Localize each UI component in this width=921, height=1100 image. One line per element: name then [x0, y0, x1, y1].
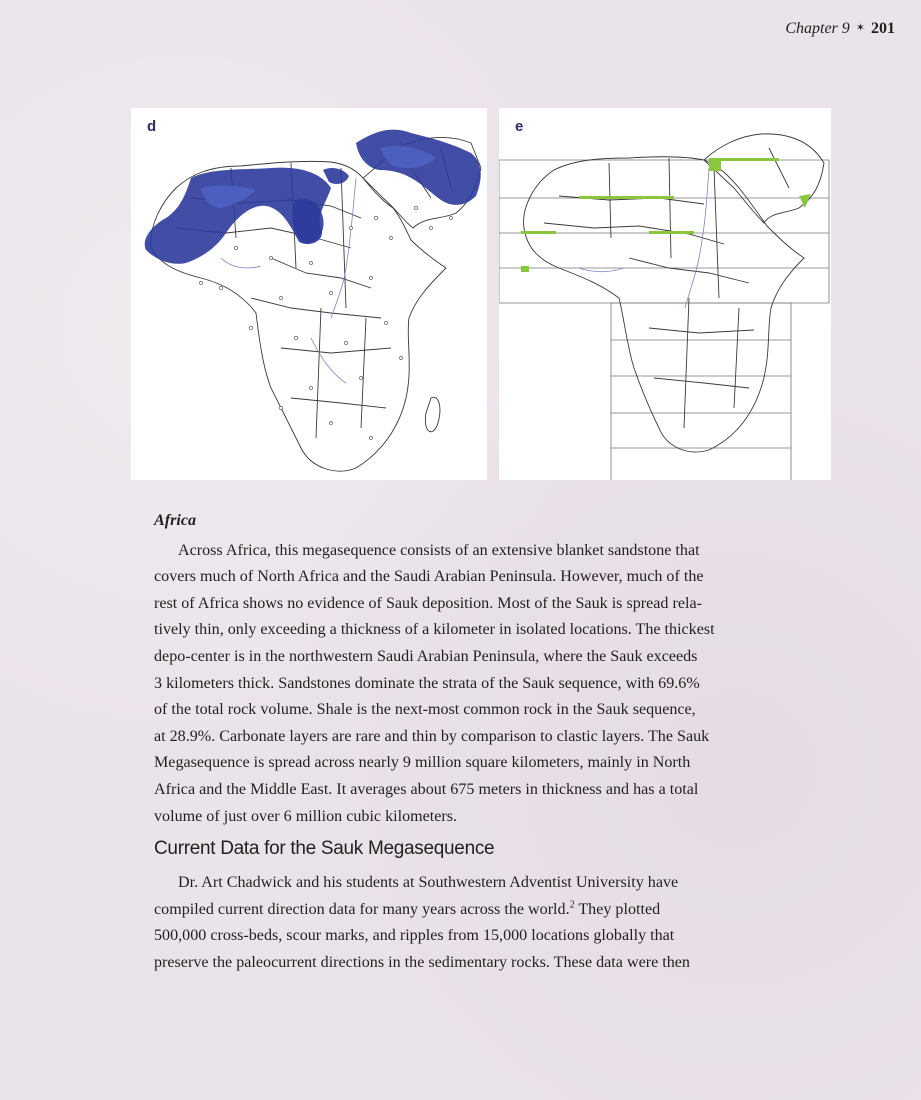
africa-grid-map: [499, 108, 831, 480]
paragraph-line: depo-center is in the northwestern Saudi Arabian Peninsula, where the Sauk exceeds: [154, 647, 698, 665]
paragraph-line: volume of just over 6 million cubic kilometers.: [154, 807, 458, 825]
figure-e-map: [499, 108, 831, 480]
current-line-1: Dr. Art Chadwick and his students at Southwestern Adventist University have: [178, 874, 679, 892]
arabia-outline-e: [704, 134, 824, 223]
africa-paragraph: [154, 538, 740, 831]
paragraph-line: 3 kilometers thick. Sandstones dominate the strata of the Sauk sequence, with 69.6%: [154, 674, 700, 692]
africa-outline-e: [524, 157, 804, 452]
madagascar-outline: [425, 397, 440, 431]
section-heading-current-data: Current Data for the Sauk Megasequence: [154, 838, 495, 860]
chapter-label: Chapter 9: [785, 20, 850, 37]
current-line-2: compiled current direction data for many years across the world.: [154, 900, 570, 918]
separator-icon: ✶: [855, 22, 865, 34]
figure-d-map: [131, 108, 487, 480]
paragraph-line: rest of Africa shows no evidence of Sauk deposition. Most of the Sauk is spread rela-: [154, 594, 702, 612]
footnote-reference[interactable]: 2: [569, 899, 575, 911]
paleocurrent-fill: [521, 158, 811, 272]
page-number: 201: [871, 20, 895, 37]
paragraph-line: Megasequence is spread across nearly 9 million square kilometers, mainly in North: [154, 754, 691, 772]
paragraph-line: Africa and the Middle East. It averages about 675 meters in thickness and has a total: [154, 780, 699, 798]
paragraph-line: tively thin, only exceeding a thickness of a kilometer in isolated locations. The thickest: [154, 621, 715, 639]
paragraph-line: at 28.9%. Carbonate layers are rare and thin by comparison to clastic layers. The Sauk: [154, 727, 710, 745]
current-line-2-end: They plotted: [574, 900, 661, 918]
africa-thickness-map: [131, 108, 487, 480]
paragraph-line: of the total rock volume. Shale is the next-most common rock in the Sauk sequence,: [154, 701, 696, 719]
current-line-3: 500,000 cross-beds, scour marks, and ripples from 15,000 locations globally that: [154, 927, 675, 945]
paragraph-line: covers much of North Africa and the Saudi Arabian Peninsula. However, much of the: [154, 568, 704, 586]
figure-e-label: e: [515, 118, 524, 135]
section-title-africa: Africa: [154, 512, 197, 529]
current-line-4: preserve the paleocurrent directions in the sedimentary rocks. These data were then: [154, 953, 690, 971]
running-head: [785, 20, 895, 38]
current-data-paragraph: [154, 870, 740, 976]
body-text: [154, 508, 740, 977]
figure-d-label: d: [147, 118, 157, 135]
paragraph-line: Across Africa, this megasequence consists of an extensive blanket sandstone that: [178, 541, 700, 559]
